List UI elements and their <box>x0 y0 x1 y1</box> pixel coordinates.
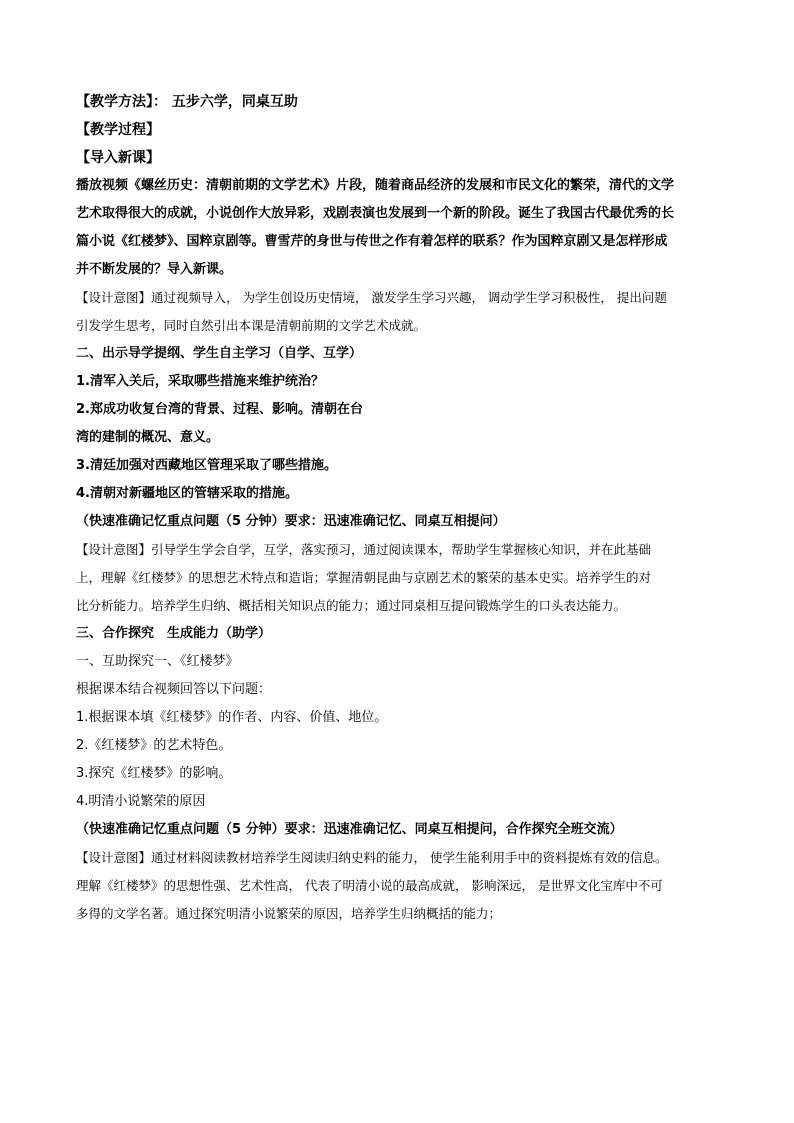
study-question: 1.清军入关后，采取哪些措施来维护统治？ <box>76 374 324 389</box>
explore-heading: 一、互助探究一、《红楼梦》 <box>76 654 239 669</box>
explore-question: 2.《红楼梦》的艺术特色。 <box>76 738 232 753</box>
section-two-heading: 二、出示导学提纲、学生自主学习（自学、互学） <box>76 346 363 361</box>
intro-paragraph-line: 艺术取得很大的成就，小说创作大放异彩，戏剧表演也发展到一个新的阶段。诞生了我国古代最优秀的长 <box>76 206 675 221</box>
explore-question: 1.根据课本填《红楼梦》的作者、内容、价值、地位。 <box>76 710 388 725</box>
design-intent-line: 【设计意图】通过视频导入， 为学生创设历史情境， 激发学生学习兴趣， 调动学生学习积极性， 提出问题 <box>76 290 667 305</box>
intro-paragraph-line: 播放视频《螺丝历史：清朝前期的文学艺术》片段，随着商品经济的发展和市民文化的繁荣，清代的文学 <box>76 178 675 193</box>
study-question: 2.郑成功收复台湾的背景、过程、影响。清朝在台 <box>76 402 363 417</box>
design-intent-line: 比分析能力。培养学生归纳、概括相关知识点的能力；通过同桌相互提问锻炼学生的口头表达能力。 <box>76 598 627 613</box>
study-question: 湾的建制的概况、意义。 <box>76 430 220 445</box>
design-intent-line: 理解《红楼梦》的思想性强、艺术性高， 代表了明清小说的最高成就， 影响深远， 是世界文化宝库中不可 <box>76 878 663 893</box>
design-intent-line: 多得的文学名著。通过探究明清小说繁荣的原因，培养学生归纳概括的能力； <box>76 906 502 921</box>
section-three-heading: 三、合作探究 生成能力（助学） <box>76 626 272 641</box>
intro-heading: 【导入新课】 <box>76 150 160 166</box>
design-intent-line: 上，理解《红楼梦》的思想艺术特点和造诣；掌握清朝昆曲与京剧艺术的繁荣的基本史实。培养学生的对 <box>76 570 652 585</box>
teaching-process-heading: 【教学过程】 <box>76 122 160 138</box>
teaching-method-line: 【教学方法】： 五步六学，同桌互助 <box>76 94 298 110</box>
explore-question: 3.探究《红楼梦》的影响。 <box>76 766 232 781</box>
explore-instruction: 根据课本结合视频回答以下问题： <box>76 682 272 697</box>
intro-paragraph-line: 篇小说《红楼梦》、国粹京剧等。曹雪芹的身世与传世之作有着怎样的联系？作为国粹京剧又是怎样形成 <box>76 234 668 249</box>
memory-requirement: （快速准确记忆重点问题（5 分钟）要求：迅速准确记忆、同桌互相提问） <box>76 514 506 529</box>
explore-question: 4.明清小说繁荣的原因 <box>76 794 206 809</box>
design-intent-line: 引发学生思考，同时自然引出本课是清朝前期的文学艺术成就。 <box>76 318 427 333</box>
design-intent-line: 【设计意图】引导学生学会自学，互学，落实预习，通过阅读课本，帮助学生掌握核心知识，并在此基础 <box>76 542 652 557</box>
intro-paragraph-line: 并不断发展的？导入新课。 <box>76 262 233 277</box>
design-intent-line: 【设计意图】通过材料阅读教材培养学生阅读归纳史料的能力， 使学生能利用手中的资料提炼有效的信息。 <box>76 850 668 865</box>
study-question: 4.清朝对新疆地区的管辖采取的措施。 <box>76 486 298 501</box>
memory-requirement: （快速准确记忆重点问题（5 分钟）要求：迅速准确记忆、同桌互相提问，合作探究全班交流） <box>76 822 623 837</box>
study-question: 3.清廷加强对西藏地区管理采取了哪些措施。 <box>76 458 337 473</box>
document-body <box>76 88 726 928</box>
